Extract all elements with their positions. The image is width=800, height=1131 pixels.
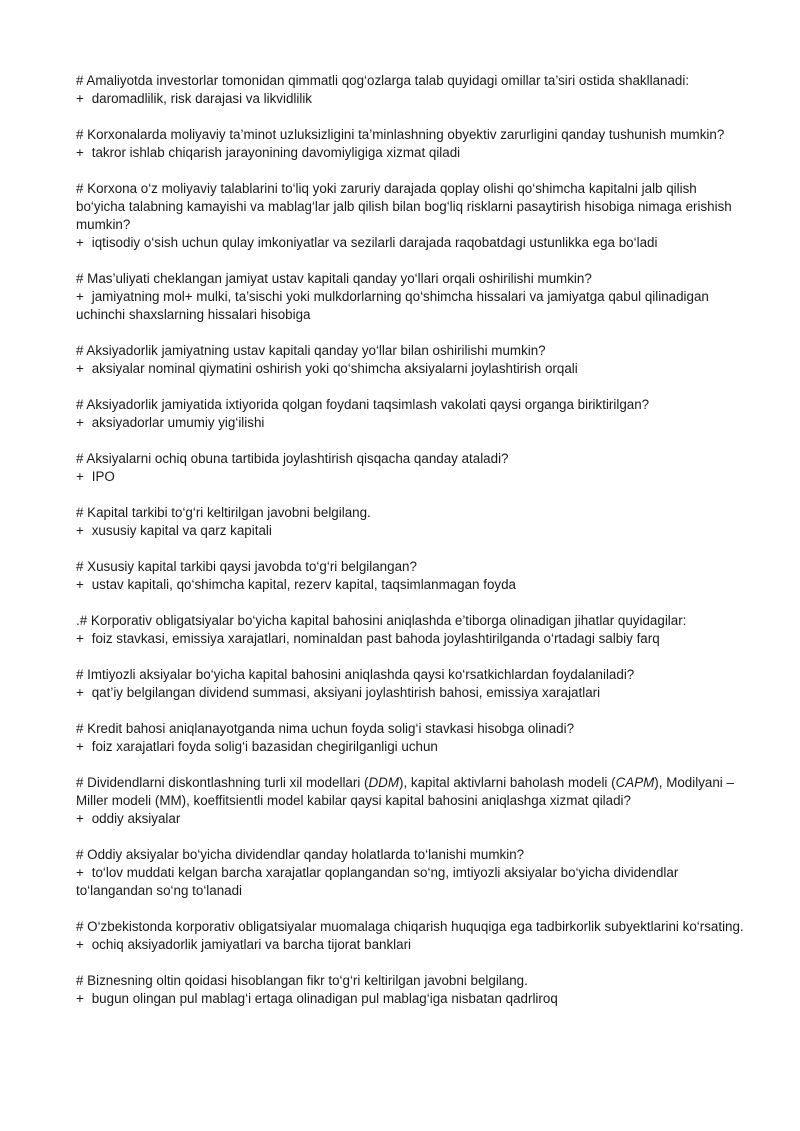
qa-item [76,180,746,252]
question-part: # Dividendlarni diskontlashning turli xil modellari ( [76,775,369,790]
answer-text [76,576,746,594]
plus-sign: + [76,523,84,538]
answer-value: xususiy kapital va qarz kapitali [91,523,272,538]
question-part-italic: DDM [368,775,399,790]
answer-value: aksiyalar nominal qiymatini oshirish yoki qo‘shimcha aksiyalarni joylashtirish orqali [91,361,578,376]
qa-item [76,918,746,954]
qa-item [76,558,746,594]
question-text: .# Korporativ obligatsiyalar bo‘yicha kapital bahosini aniqlashda e’tiborga olinadigan jihatlar quyidagilar: [76,613,687,628]
answer-value: takror ishlab chiqarish jarayonining davomiyligiga xizmat qiladi [91,145,461,160]
answer-text [76,144,746,162]
qa-item [76,126,746,162]
answer-text [76,990,746,1008]
question-part: ), Modilyani – Miller modeli (MM), koeffitsientli model kabilar qaysi kapital bahosini aniqlashga xizmat qiladi? [76,775,734,808]
answer-value: bugun olingan pul mablag‘i ertaga olinadigan pul mablag‘iga nisbatan qadrliroq [91,991,558,1006]
qa-item [76,72,746,108]
plus-sign: + [76,145,84,160]
plus-sign: + [76,235,84,250]
qa-item [76,342,746,378]
qa-item [76,774,746,828]
answer-text [76,414,746,432]
answer-text [76,630,746,648]
answer-value: ochiq aksiyadorlik jamiyatlari va barcha tijorat banklari [91,937,412,952]
answer-text [76,468,746,486]
document-page [76,72,746,1026]
answer-text [76,864,746,900]
qa-item [76,612,746,648]
answer-text [76,360,746,378]
plus-sign: + [76,469,84,484]
question-text: # Mas’uliyati cheklangan jamiyat ustav kapitali qanday yo‘llari orqali oshirilishi mumkin? [76,271,592,286]
plus-sign: + [76,937,84,952]
qa-item [76,504,746,540]
qa-item [76,972,746,1008]
plus-sign: + [76,577,84,592]
question-text: # Korxonalarda moliyaviy ta’minot uzluksizligini ta’minlashning obyektiv zarurligini qanday tushunish mumkin? [76,127,725,142]
qa-item [76,270,746,324]
plus-sign: + [76,415,84,430]
question-part: ), kapital aktivlarni baholash modeli ( [399,775,616,790]
answer-value: iqtisodiy o‘sish uchun qulay imkoniyatlar va sezilarli darajada raqobatdagi ustunlikka ega bo‘ladi [91,235,658,250]
question-text: # Kapital tarkibi to‘g‘ri keltirilgan javobni belgilang. [76,505,371,520]
question-text: # Xususiy kapital tarkibi qaysi javobda to‘g‘ri belgilangan? [76,559,417,574]
answer-value: foiz xarajatlari foyda solig‘i bazasidan chegirilganligi uchun [91,739,438,754]
plus-sign: + [76,631,84,646]
answer-text [76,288,746,324]
answer-value: jamiyatning mol+ mulki, ta’sischi yoki mulkdorlarning qo‘shimcha hissalari va jamiyatga qabul qilinadigan uchinchi shaxslarning hissalari hisobiga [76,289,709,322]
qa-item [76,396,746,432]
answer-value: daromadlilik, risk darajasi va likvidlilik [91,91,312,106]
question-text: # Aksiyadorlik jamiyatning ustav kapitali qanday yo‘llar bilan oshirilishi mumkin? [76,343,546,358]
question-text: # Biznesning oltin qoidasi hisoblangan fikr to‘g‘ri keltirilgan javobni belgilang. [76,973,528,988]
question-text: # Aksiyadorlik jamiyatida ixtiyorida qolgan foydani taqsimlash vakolati qaysi organga biriktirilgan? [76,397,650,412]
answer-value: IPO [91,469,115,484]
answer-value: to‘lov muddati kelgan barcha xarajatlar qoplangandan so‘ng, imtiyozli aksiyalar bo‘yicha dividendlar to‘langandan so‘ng to‘lanadi [76,865,679,898]
qa-item [76,666,746,702]
plus-sign: + [76,685,84,700]
plus-sign: + [76,811,84,826]
answer-text [76,522,746,540]
answer-text [76,738,746,756]
question-part-italic: CAPM [615,775,655,790]
question-text: # Kredit bahosi aniqlanayotganda nima uchun foyda solig‘i stavkasi hisobga olinadi? [76,721,575,736]
qa-item [76,846,746,900]
answer-text [76,684,746,702]
answer-value: aksiyadorlar umumiy yig‘ilishi [91,415,265,430]
plus-sign: + [76,865,84,880]
question-text: # Imtiyozli aksiyalar bo‘yicha kapital bahosini aniqlashda qaysi ko‘rsatkichlardan foydalaniladi? [76,667,635,682]
question-text: # Aksiyalarni ochiq obuna tartibida joylashtirish qisqacha qanday ataladi? [76,451,509,466]
plus-sign: + [76,361,84,376]
answer-text [76,810,746,828]
plus-sign: + [76,739,84,754]
question-text: # O‘zbekistonda korporativ obligatsiyalar muomalaga chiqarish huquqiga ega tadbirkorlik subyektlarini ko‘rsating. [76,919,744,934]
answer-value: foiz stavkasi, emissiya xarajatlari, nominaldan past bahoda joylashtirilganda o‘rtadagi salbiy farq [91,631,660,646]
answer-text [76,936,746,954]
answer-text [76,234,746,252]
plus-sign: + [76,991,84,1006]
question-text: # Korxona o‘z moliyaviy talablarini to‘liq yoki zaruriy darajada qoplay olishi qo‘shimcha kapitalni jalb qilish bo‘yicha talabning kamayishi va mablag‘lar jalb qilish bilan bog‘liq risklarni pasaytirish hisobiga nimaga erishish mumkin? [76,181,732,232]
question-text: # Oddiy aksiyalar bo‘yicha dividendlar qanday holatlarda to‘lanishi mumkin? [76,847,525,862]
qa-item [76,450,746,486]
qa-item [76,720,746,756]
plus-sign: + [76,91,84,106]
answer-value: ustav kapitali, qo‘shimcha kapital, rezerv kapital, taqsimlanmagan foyda [91,577,516,592]
question-text [76,774,746,810]
answer-value: qat’iy belgilangan dividend summasi, aksiyani joylashtirish bahosi, emissiya xarajatlari [91,685,601,700]
question-text: # Amaliyotda investorlar tomonidan qimmatli qog‘ozlarga talab quyidagi omillar ta’siri ostida shakllanadi: [76,73,690,88]
answer-text [76,90,746,108]
answer-value: oddiy aksiyalar [91,811,181,826]
plus-sign: + [76,289,84,304]
